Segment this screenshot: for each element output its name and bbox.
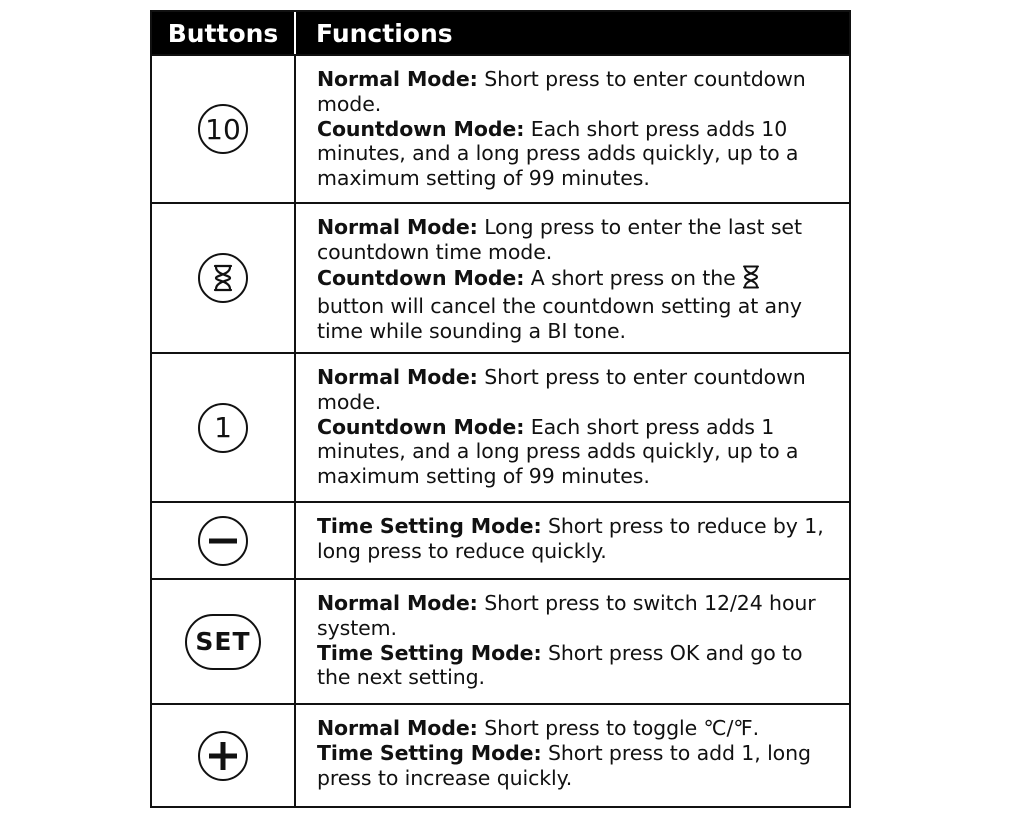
mode-label: Time Setting Mode:: [317, 740, 542, 765]
button-cell: [152, 204, 296, 352]
mode-label: Normal Mode:: [317, 67, 478, 91]
mode-label: Countdown Mode:: [317, 265, 525, 290]
button-cell: [152, 705, 296, 806]
minus-icon: [198, 516, 248, 566]
function-text: Short press to toggle ℃/℉.: [477, 716, 760, 740]
hourglass-icon: [198, 253, 248, 303]
mode-label: Normal Mode:: [317, 215, 478, 239]
table-row: [152, 501, 849, 578]
function-text: Each short press adds 10 minutes, and a long press adds quickly, up to a maximum setting of 99 minutes.: [317, 116, 799, 191]
table-row: [152, 578, 849, 703]
mode-label: Countdown Mode:: [317, 414, 525, 439]
table-header: [152, 12, 849, 54]
mode-label: Normal Mode:: [317, 591, 478, 615]
mode-label: Normal Mode:: [317, 365, 478, 389]
set-icon: SET: [185, 614, 261, 670]
hourglass-icon: [742, 265, 760, 295]
mode-label: Normal Mode:: [317, 716, 478, 740]
function-cell: [296, 503, 849, 578]
one-icon: 1: [198, 403, 248, 453]
function-text: Short press to enter countdown mode.: [317, 365, 806, 414]
function-text: Each short press adds 1 minutes, and a long press adds quickly, up to a maximum setting of 99 minutes.: [317, 414, 799, 489]
function-cell: [296, 354, 849, 501]
table-row: [152, 54, 849, 202]
header-functions: Functions: [316, 18, 453, 48]
button-cell: [152, 503, 296, 578]
function-text: Long press to enter the last set countdown time mode.: [317, 215, 802, 264]
plus-icon: [198, 731, 248, 781]
function-text: A short press on the: [524, 265, 736, 290]
header-buttons: Buttons: [152, 12, 296, 54]
mode-label: Time Setting Mode:: [317, 514, 542, 538]
function-text: Short press to add 1, long press to increase quickly.: [317, 740, 811, 790]
function-cell: [296, 705, 849, 806]
button-cell: [152, 56, 296, 202]
mode-label: Time Setting Mode:: [317, 640, 542, 665]
function-text: Short press OK and go to the next setting.: [317, 640, 803, 690]
table-row: [152, 703, 849, 806]
function-cell: [296, 580, 849, 703]
table-row: [152, 202, 849, 352]
table-row: [152, 352, 849, 501]
function-text: Short press to reduce by 1, long press to reduce quickly.: [317, 514, 824, 563]
function-text: Short press to enter countdown mode.: [317, 67, 806, 116]
function-text: Short press to switch 12/24 hour system.: [317, 591, 816, 640]
function-cell: [296, 56, 849, 202]
mode-label: Countdown Mode:: [317, 116, 525, 141]
button-cell: [152, 354, 296, 501]
button-cell: [152, 580, 296, 703]
function-cell: [296, 204, 849, 352]
ten-icon: 10: [198, 104, 248, 154]
function-text: button will cancel the countdown setting at any time while sounding a BI tone.: [317, 294, 802, 344]
button-functions-table: [150, 10, 851, 808]
